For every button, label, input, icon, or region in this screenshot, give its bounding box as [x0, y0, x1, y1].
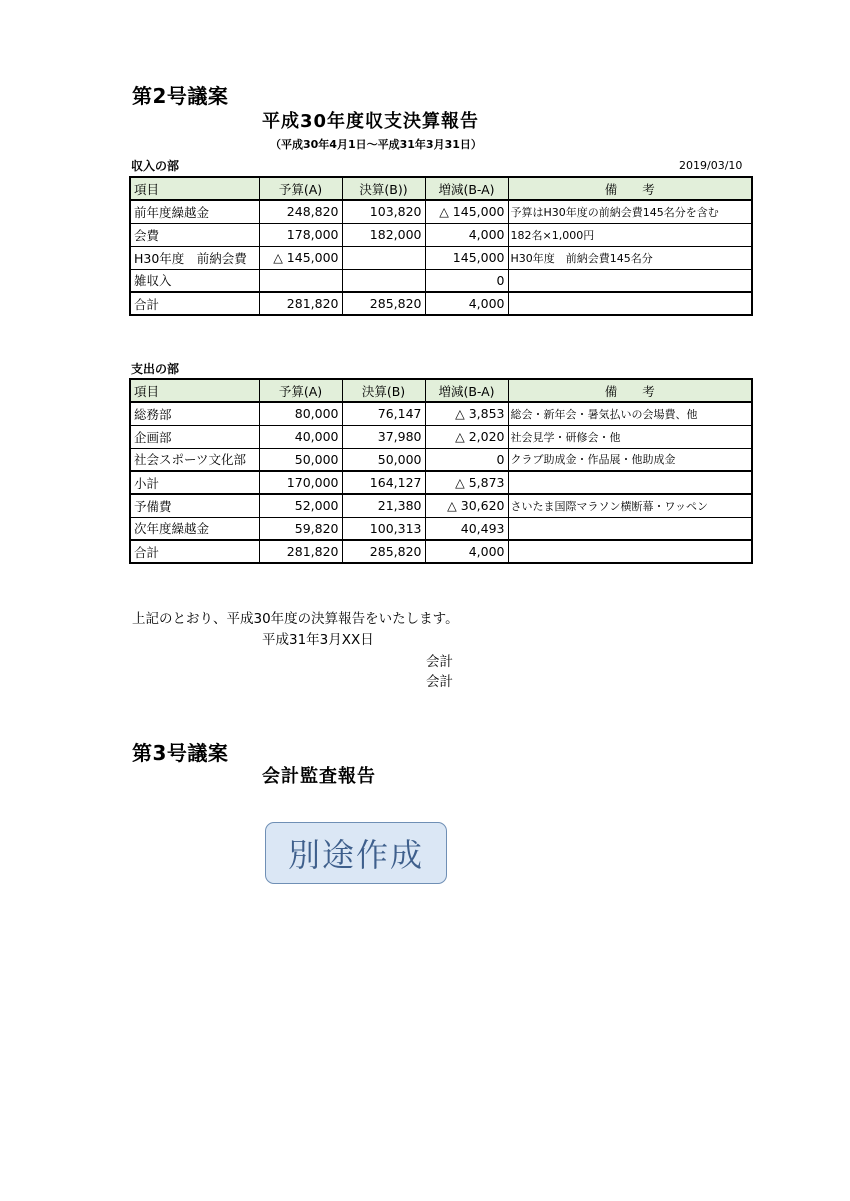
row-remarks [508, 540, 752, 563]
row-actual: 37,980 [342, 425, 425, 448]
header-actual: 決算(B)) [342, 177, 425, 200]
row-actual: 182,000 [342, 223, 425, 246]
closing-statement: 上記のとおり、平成30年度の決算報告をいたします。 [132, 611, 459, 627]
header-budget: 予算(A) [259, 177, 342, 200]
row-diff: 4,000 [425, 292, 508, 315]
table-row [130, 494, 752, 517]
row-remarks [508, 517, 752, 540]
closing-date: 平成31年3月XX日 [262, 632, 374, 648]
row-item: 次年度繰越金 [130, 517, 259, 540]
row-remarks: クラブ助成金・作品展・他助成金 [508, 448, 752, 471]
header-remarks: 備 考 [508, 379, 752, 402]
header-diff: 増減(B-A) [425, 379, 508, 402]
separate-document-stamp: 別途作成 [265, 822, 447, 884]
table-row [130, 246, 752, 269]
row-item: 会費 [130, 223, 259, 246]
table-row [130, 223, 752, 246]
row-diff: 40,493 [425, 517, 508, 540]
row-diff: △ 3,853 [425, 402, 508, 425]
income-table [129, 176, 753, 316]
row-remarks: 予算はH30年度の前納会費145名分を含む [508, 200, 752, 223]
audit-report-title: 会計監査報告 [262, 766, 376, 787]
row-item: 合計 [130, 292, 259, 315]
row-item: 雑収入 [130, 269, 259, 292]
header-budget: 予算(A) [259, 379, 342, 402]
row-actual: 285,820 [342, 540, 425, 563]
row-budget: 59,820 [259, 517, 342, 540]
signer-1: 会計 [426, 654, 453, 670]
row-actual: 103,820 [342, 200, 425, 223]
table-row [130, 517, 752, 540]
row-diff: △ 145,000 [425, 200, 508, 223]
income-total-row [130, 292, 752, 315]
row-remarks: 社会見学・研修会・他 [508, 425, 752, 448]
row-actual: 50,000 [342, 448, 425, 471]
row-remarks: H30年度 前納会費145名分 [508, 246, 752, 269]
row-actual: 100,313 [342, 517, 425, 540]
row-item: 予備費 [130, 494, 259, 517]
row-remarks [508, 292, 752, 315]
row-diff: 145,000 [425, 246, 508, 269]
row-budget: 80,000 [259, 402, 342, 425]
row-remarks [508, 269, 752, 292]
row-actual: 164,127 [342, 471, 425, 494]
expense-table [129, 378, 753, 564]
table-row [130, 269, 752, 292]
expense-header-row [130, 379, 752, 402]
row-remarks [508, 471, 752, 494]
expense-total-row [130, 540, 752, 563]
report-period: （平成30年4月1日～平成31年3月31日） [270, 138, 482, 151]
row-remarks: 182名×1,000円 [508, 223, 752, 246]
report-title: 平成30年度収支決算報告 [262, 111, 480, 132]
table-row [130, 425, 752, 448]
row-budget: 281,820 [259, 540, 342, 563]
row-item: H30年度 前納会費 [130, 246, 259, 269]
row-actual: 76,147 [342, 402, 425, 425]
row-diff: 0 [425, 269, 508, 292]
expense-section-label: 支出の部 [131, 362, 180, 376]
table-row [130, 448, 752, 471]
header-item: 項目 [130, 379, 259, 402]
row-budget: △ 145,000 [259, 246, 342, 269]
row-budget: 170,000 [259, 471, 342, 494]
row-actual [342, 269, 425, 292]
table-row [130, 402, 752, 425]
row-actual: 285,820 [342, 292, 425, 315]
row-budget: 178,000 [259, 223, 342, 246]
row-diff: 4,000 [425, 223, 508, 246]
table-row [130, 200, 752, 223]
row-budget [259, 269, 342, 292]
header-remarks: 備 考 [508, 177, 752, 200]
row-diff: △ 2,020 [425, 425, 508, 448]
header-diff: 増減(B-A) [425, 177, 508, 200]
row-budget: 281,820 [259, 292, 342, 315]
header-item: 項目 [130, 177, 259, 200]
row-item: 社会スポーツ文化部 [130, 448, 259, 471]
row-diff: 4,000 [425, 540, 508, 563]
expense-subtotal-row [130, 471, 752, 494]
row-remarks: さいたま国際マラソン横断幕・ワッペン [508, 494, 752, 517]
row-item: 前年度繰越金 [130, 200, 259, 223]
row-budget: 248,820 [259, 200, 342, 223]
row-actual: 21,380 [342, 494, 425, 517]
income-section-label: 収入の部 [131, 159, 180, 173]
agenda2-heading: 第2号議案 [132, 84, 229, 108]
row-actual [342, 246, 425, 269]
row-diff: △ 30,620 [425, 494, 508, 517]
report-date: 2019/03/10 [679, 159, 743, 172]
row-budget: 40,000 [259, 425, 342, 448]
row-item: 企画部 [130, 425, 259, 448]
row-budget: 50,000 [259, 448, 342, 471]
row-item: 総務部 [130, 402, 259, 425]
row-diff: △ 5,873 [425, 471, 508, 494]
agenda3-heading: 第3号議案 [132, 741, 229, 765]
row-item: 小計 [130, 471, 259, 494]
row-diff: 0 [425, 448, 508, 471]
header-actual: 決算(B) [342, 379, 425, 402]
signer-2: 会計 [426, 674, 453, 690]
row-budget: 52,000 [259, 494, 342, 517]
income-header-row [130, 177, 752, 200]
row-remarks: 総会・新年会・暑気払いの会場費、他 [508, 402, 752, 425]
row-item: 合計 [130, 540, 259, 563]
